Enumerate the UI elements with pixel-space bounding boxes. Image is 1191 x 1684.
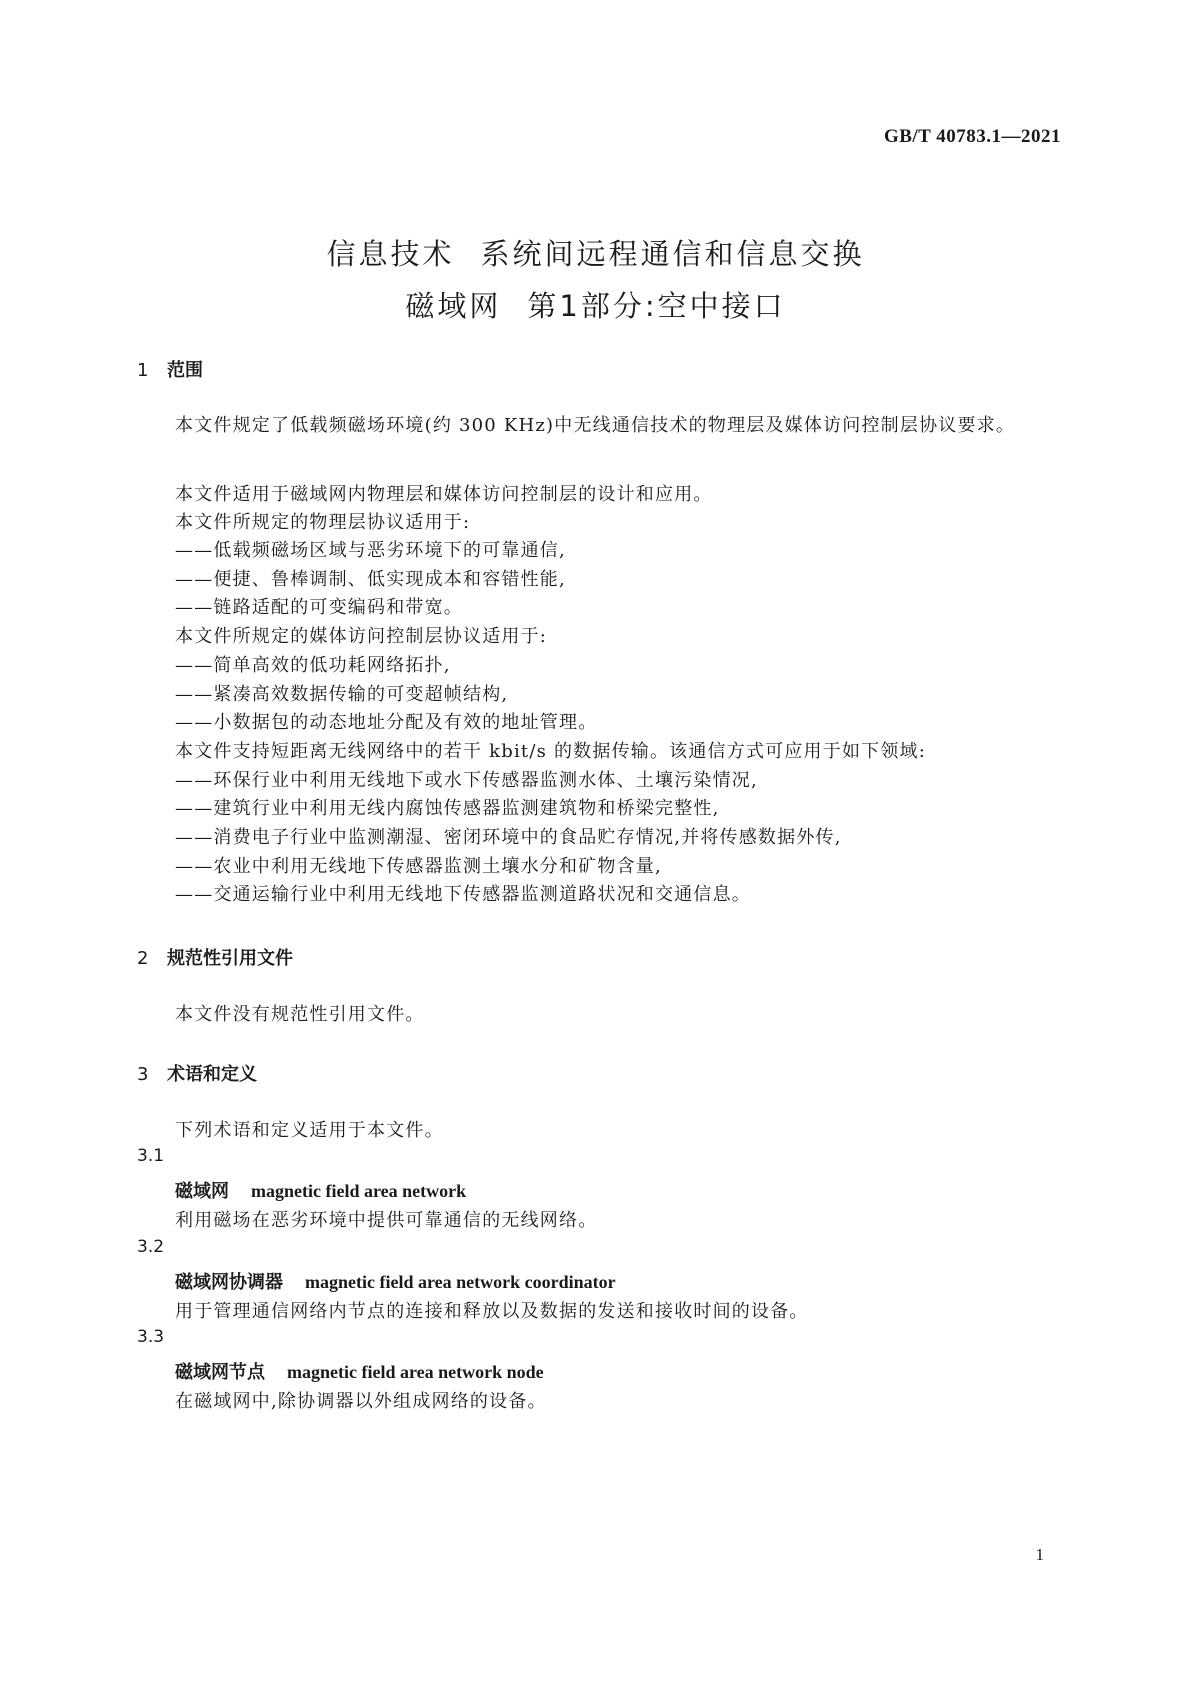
section-1-heading <box>137 356 203 382</box>
term-number: 3.3 <box>137 1327 165 1347</box>
section-2-heading <box>137 944 293 970</box>
term-chinese: 磁域网 <box>175 1181 229 1202</box>
title-line-1 <box>0 228 1191 280</box>
list-item: ——消费电子行业中监测潮湿、密闭环境中的食品贮存情况,并将传感数据外传, <box>175 827 842 848</box>
term-chinese: 磁域网节点 <box>175 1362 265 1383</box>
list-item: ——便捷、鲁棒调制、低实现成本和容错性能, <box>175 569 566 590</box>
paragraph: 本文件适用于磁域网内物理层和媒体访问控制层的设计和应用。 <box>175 484 713 505</box>
page-number: 1 <box>1035 1545 1044 1564</box>
section-title: 范围 <box>167 360 203 381</box>
term-english: magnetic field area network node <box>287 1362 544 1382</box>
standard-code: GB/T 40783.1—2021 <box>883 126 1061 147</box>
term-english: magnetic field area network <box>251 1181 467 1201</box>
list-item: ——紧凑高效数据传输的可变超帧结构, <box>175 684 509 705</box>
title-line-2 <box>0 280 1191 332</box>
list-item: ——简单高效的低功耗网络拓扑, <box>175 655 451 676</box>
term-definition: 利用磁场在恶劣环境中提供可靠通信的无线网络。 <box>175 1210 598 1231</box>
list-item: ——小数据包的动态地址分配及有效的地址管理。 <box>175 712 598 733</box>
title-line-2-part-a: 磁域网 <box>405 289 502 323</box>
paragraph: 本文件支持短距离无线网络中的若干 kbit/s 的数据传输。该通信方式可应用于如下领域: <box>175 741 927 762</box>
section-number: 1 <box>137 360 149 381</box>
section-number: 3 <box>137 1064 149 1085</box>
term-definition: 用于管理通信网络内节点的连接和释放以及数据的发送和接收时间的设备。 <box>175 1301 809 1322</box>
term-heading <box>175 1268 616 1294</box>
document-title <box>0 228 1191 332</box>
paragraph: 下列术语和定义适用于本文件。 <box>175 1120 444 1141</box>
list-item: ——农业中利用无线地下传感器监测土壤水分和矿物含量, <box>175 856 662 877</box>
term-definition: 在磁域网中,除协调器以外组成网络的设备。 <box>175 1391 547 1412</box>
section-title: 规范性引用文件 <box>167 948 293 969</box>
list-item: ——环保行业中利用无线地下或水下传感器监测水体、土壤污染情况, <box>175 770 758 791</box>
title-line-1-part-b: 系统间远程通信和信息交换 <box>480 237 865 271</box>
paragraph: 本文件所规定的物理层协议适用于: <box>175 512 471 533</box>
term-number: 3.1 <box>137 1146 165 1166</box>
paragraph: 本文件规定了低载频磁场环境(约 300 KHz)中无线通信技术的物理层及媒体访问控制层协议要求。 <box>175 415 1016 436</box>
section-number: 2 <box>137 948 149 969</box>
list-item: ——建筑行业中利用无线内腐蚀传感器监测建筑物和桥梁完整性, <box>175 798 720 819</box>
term-number: 3.2 <box>137 1237 165 1257</box>
section-3-heading <box>137 1060 257 1086</box>
list-item: ——交通运输行业中利用无线地下传感器监测道路状况和交通信息。 <box>175 884 751 905</box>
term-heading <box>175 1177 466 1203</box>
paragraph: 本文件没有规范性引用文件。 <box>175 1004 425 1025</box>
list-item: ——低载频磁场区域与恶劣环境下的可靠通信, <box>175 540 566 561</box>
term-english: magnetic field area network coordinator <box>305 1272 616 1292</box>
term-chinese: 磁域网协调器 <box>175 1272 283 1293</box>
paragraph: 本文件所规定的媒体访问控制层协议适用于: <box>175 626 548 647</box>
title-line-1-part-a: 信息技术 <box>326 237 455 271</box>
term-heading <box>175 1358 544 1384</box>
section-title: 术语和定义 <box>167 1064 257 1085</box>
list-item: ——链路适配的可变编码和带宽。 <box>175 597 463 618</box>
title-line-2-part-b: 第1部分:空中接口 <box>527 289 786 323</box>
